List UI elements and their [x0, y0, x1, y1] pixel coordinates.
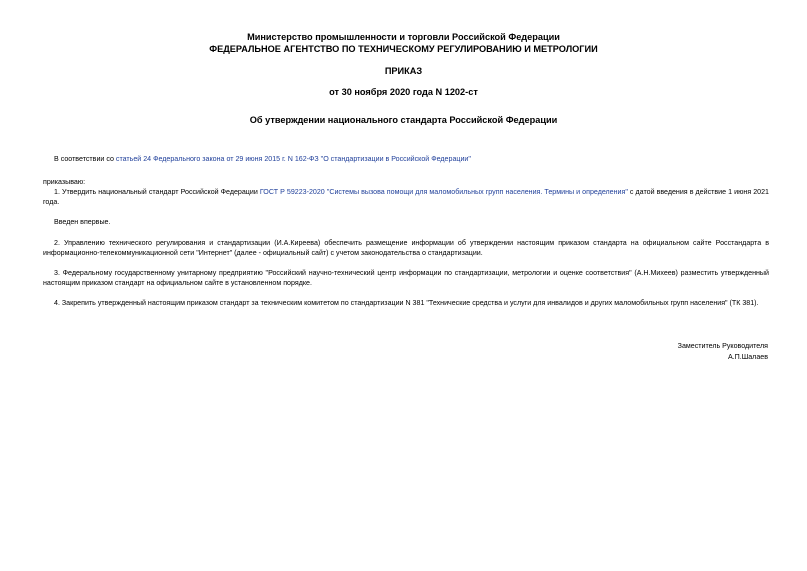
order-word: приказываю: — [43, 178, 86, 186]
item-1-prefix: 1. Утвердить национальный стандарт Российской Федерации — [54, 188, 260, 196]
item-1-suffix: с датой введения в действие 1 июня 2021 года. — [43, 188, 769, 206]
agency-title: ФЕДЕРАЛЬНОЕ АГЕНТСТВО ПО ТЕХНИЧЕСКОМУ РЕГУЛИРОВАНИЮ И МЕТРОЛОГИИ — [209, 44, 598, 54]
federal-law-link[interactable]: статьей 24 Федерального закона от 29 июня 2015 г. N 162-ФЗ "О стандартизации в Российской Федерации" — [115, 155, 471, 163]
document-type: ПРИКАЗ — [384, 66, 423, 76]
signature-block — [678, 341, 768, 362]
item-3-paragraph: 3. Федеральному государственному унитарному предприятию "Российский научно-технический центр информации по стандартизации, метрологии и оценке соответствия" (А.Н.Михеев) разместить утвержденный настоящим приказом стандарт на официальном сайте в установленном порядке. — [43, 269, 769, 287]
signatory-name: А.П.Шалаев — [727, 352, 768, 361]
document-subject: Об утверждении национального стандарта Российской Федерации — [249, 115, 558, 125]
signatory-position: Заместитель Руководителя — [677, 342, 768, 350]
item-2-paragraph: 2. Управлению технического регулирования и стандартизации (И.А.Киреева) обеспечить размещение информации об утверждении настоящим приказом стандарта на официальном сайте Росстандарта в информационно-телекоммуникационной сети "Интернет" (далее - официальный сайт) с учетом законодательства о стандартизации. — [43, 239, 769, 257]
document-date-number: от 30 ноября 2020 года N 1202-ст — [329, 87, 478, 97]
item-4-paragraph: 4. Закрепить утвержденный настоящим приказом стандарт за техническим комитетом по стандартизации N 381 "Технические средства и услуги для инвалидов и других маломобильных групп населения" (ТК 381). — [54, 299, 759, 307]
introduced-note: Введен впервые. — [54, 218, 111, 226]
item-1-paragraph — [43, 187, 769, 207]
gost-standard-link[interactable]: ГОСТ Р 59223-2020 "Системы вызова помощи для маломобильных групп населения. Термины и определения" — [259, 188, 628, 196]
ministry-title: Министерство промышленности и торговли Российской Федерации — [247, 32, 560, 42]
preamble-paragraph — [43, 154, 769, 164]
preamble-prefix: В соответствии со — [54, 155, 116, 163]
